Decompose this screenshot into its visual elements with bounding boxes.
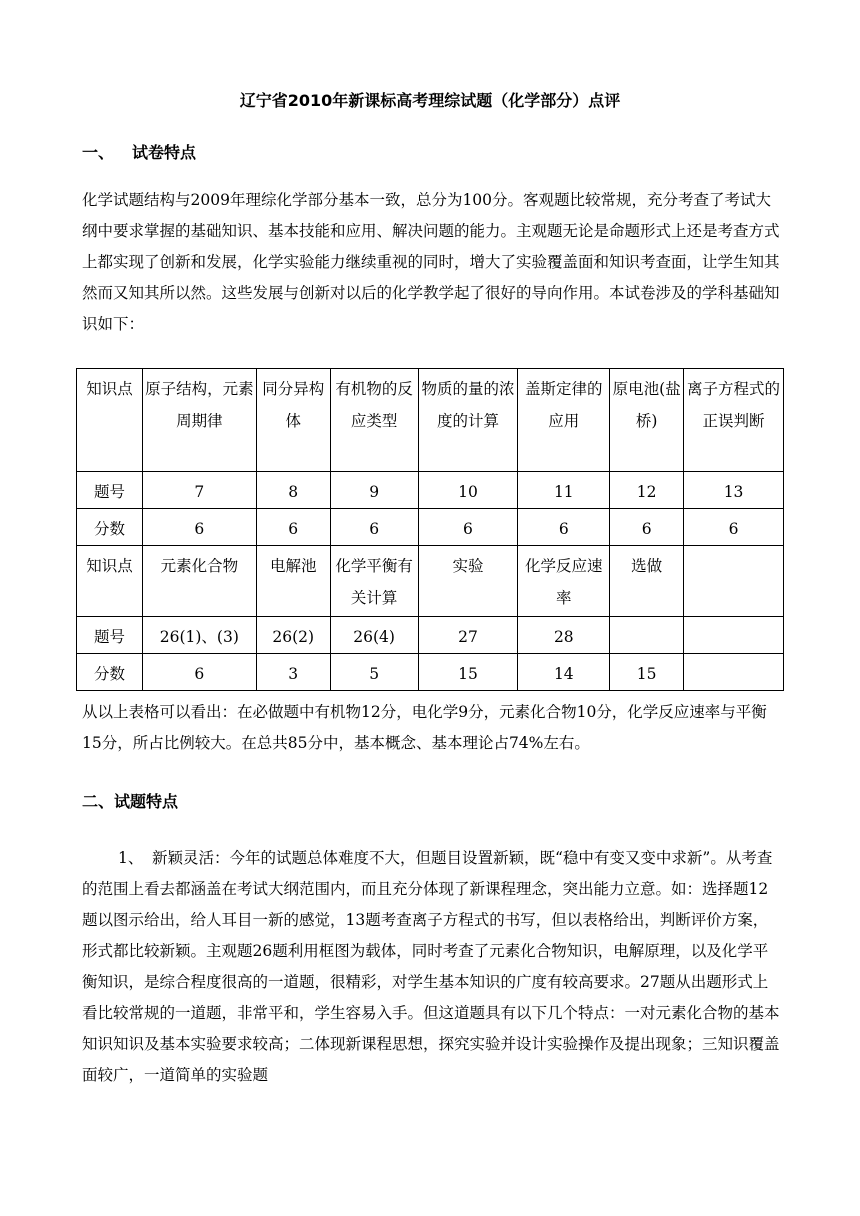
table-cell: 实验 xyxy=(418,546,518,617)
table-cell: 6 xyxy=(684,509,784,546)
point-text-1: 新颖灵活：今年的试题总体难度不大，但题目设置新颖，既“稳中有变又变中求新”。从考查的范围上看去都涵盖在考试大纲范围内，而且充分体现了新课程理念，突出能力立意。如：选择题12题以图示给出，给人耳目一新的感觉，13题考查离子方程式的书写，但以表格给出，判断评价方案，形式都比较新颖。主观题26题利用框图为载体，同时考查了元素化合物知识，电解原理，以及化学平衡知识，是综合程度很高的一道题，很精彩，对学生基本知识的广度有较高要求。27题从出题形式上看比较常规的一道题，非常平和，学生容易入手。但这道题具有以下几个特点：一对元素化合物的基本知识知识及基本实验要求较高；二体现新课程思想，探究实验并设计实验操作及提出现象；三知识覆盖面较广，一道简单的实验题 xyxy=(82,849,780,1084)
table-cell: 12 xyxy=(610,472,684,509)
table-cell: 有机物的反应类型 xyxy=(330,369,418,472)
row-label-knowledge: 知识点 xyxy=(77,546,143,617)
table-cell: 盖斯定律的应用 xyxy=(518,369,610,472)
table-cell: 26(4) xyxy=(330,617,418,654)
table-cell xyxy=(610,617,684,654)
table-cell: 26(1)、(3) xyxy=(142,617,256,654)
table-cell: 26(2) xyxy=(256,617,330,654)
section-heading-2: 二、试题特点 xyxy=(82,792,179,811)
table-row xyxy=(77,654,784,691)
document-title: 辽宁省2010年新课标高考理综试题（化学部分）点评 xyxy=(239,91,621,110)
table-cell: 离子方程式的正误判断 xyxy=(684,369,784,472)
table-cell: 6 xyxy=(256,509,330,546)
table-cell: 元素化合物 xyxy=(142,546,256,617)
point-number-1: 1、 xyxy=(118,849,144,867)
summary-paragraph: 从以上表格可以看出：在必做题中有机物12分，电化学9分，元素化合物10分，化学反应速率与平衡15分，所占比例较大。在总共85分中，基本概念、基本理论占74%左右。 xyxy=(82,703,767,752)
table-cell: 15 xyxy=(418,654,518,691)
row-label-score: 分数 xyxy=(77,509,143,546)
table-cell: 化学平衡有关计算 xyxy=(330,546,418,617)
table-cell: 6 xyxy=(518,509,610,546)
table-cell: 化学反应速率 xyxy=(518,546,610,617)
table-cell: 13 xyxy=(684,472,784,509)
table-cell: 电解池 xyxy=(256,546,330,617)
table-cell: 3 xyxy=(256,654,330,691)
table-row xyxy=(77,509,784,546)
table-cell: 8 xyxy=(256,472,330,509)
table-cell xyxy=(684,617,784,654)
table-cell: 原电池(盐桥) xyxy=(610,369,684,472)
table-cell: 10 xyxy=(418,472,518,509)
table-cell: 27 xyxy=(418,617,518,654)
row-label-question: 题号 xyxy=(77,617,143,654)
section-heading-1 xyxy=(82,140,196,163)
table-cell: 6 xyxy=(142,654,256,691)
table-cell: 物质的量的浓度的计算 xyxy=(418,369,518,472)
intro-paragraph: 化学试题结构与2009年理综化学部分基本一致，总分为100分。客观题比较常规，充分考查了考试大纲中要求掌握的基础知识、基本技能和应用、解决问题的能力。主观题无论是命题形式上还是考查方式上都实现了创新和发展，化学实验能力继续重视的同时，增大了实验覆盖面和知识考查面，让学生知其然而又知其所以然。这些发展与创新对以后的化学教学起了很好的导向作用。本试卷涉及的学科基础知识如下： xyxy=(82,191,780,333)
table-cell: 6 xyxy=(418,509,518,546)
table-cell: 11 xyxy=(518,472,610,509)
table-row xyxy=(77,369,784,472)
row-label-question: 题号 xyxy=(77,472,143,509)
table-cell: 14 xyxy=(518,654,610,691)
table-cell xyxy=(684,654,784,691)
table-cell: 5 xyxy=(330,654,418,691)
section-number-1: 一、 xyxy=(82,143,115,162)
table-cell: 选做 xyxy=(610,546,684,617)
table-cell: 6 xyxy=(142,509,256,546)
table-cell: 7 xyxy=(142,472,256,509)
point-paragraph-1 xyxy=(82,843,782,1091)
table-row xyxy=(77,617,784,654)
table-row xyxy=(77,472,784,509)
table-cell: 15 xyxy=(610,654,684,691)
row-label-score: 分数 xyxy=(77,654,143,691)
table-cell: 28 xyxy=(518,617,610,654)
table-cell: 6 xyxy=(610,509,684,546)
table-row xyxy=(77,546,784,617)
row-label-knowledge: 知识点 xyxy=(77,369,143,472)
section-title-1: 试卷特点 xyxy=(132,143,197,162)
table-cell: 同分异构体 xyxy=(256,369,330,472)
table-cell: 9 xyxy=(330,472,418,509)
table-cell xyxy=(684,546,784,617)
table-cell: 6 xyxy=(330,509,418,546)
table-cell: 原子结构，元素周期律 xyxy=(142,369,256,472)
knowledge-table xyxy=(76,368,784,691)
